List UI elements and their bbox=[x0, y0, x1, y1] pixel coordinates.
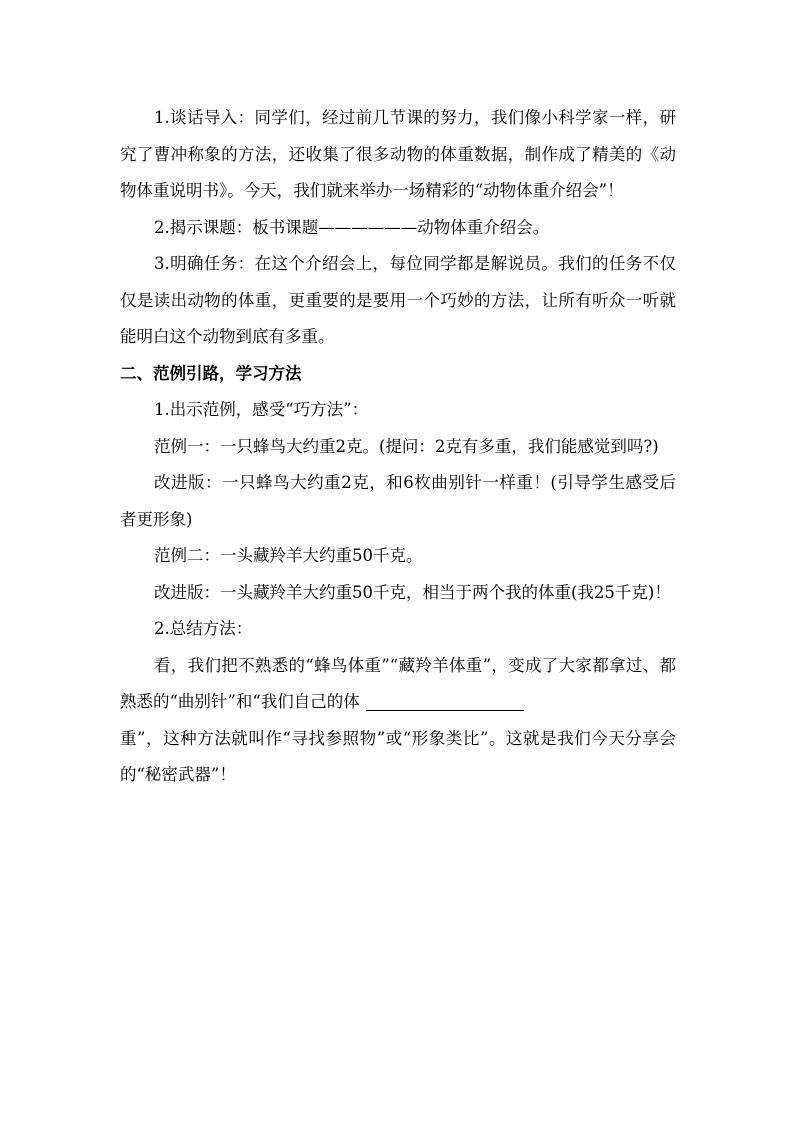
paragraph-intro: 1.谈话导入：同学们，经过前几节课的努力，我们像小科学家一样，研究了曹冲称象的方法，还收集了很多动物的体重数据，制作成了精美的《动物体重说明书》。今天，我们就来举办一场精彩的“动物体重介绍会”！ bbox=[120, 108, 676, 200]
paragraph-topic: 2.揭示课题：板书课题——————动物体重介绍会。 bbox=[154, 217, 550, 237]
section-heading-2: 二、范例引路，学习方法 bbox=[120, 363, 302, 383]
paragraph-summary bbox=[120, 648, 676, 794]
paragraph-improved-1: 改进版：一只蜂鸟大约重2克，和6枚曲别针一样重！(引导学生感受后者更形象) bbox=[120, 473, 676, 529]
summary-text-part-2: 重”，这种方法就叫作“寻找参照物”或“形象类比”。这就是我们今天分享会的“秘密武器”！ bbox=[120, 728, 676, 784]
paragraph-example-2: 范例二：一头藏羚羊大约重50千克。 bbox=[154, 546, 423, 565]
paragraph-improved-2: 改进版：一头藏羚羊大约重50千克，相当于两个我的体重(我25千克)！ bbox=[154, 582, 671, 602]
fill-in-blank-line bbox=[366, 690, 524, 711]
summary-text-part-1: 看，我们把不熟悉的“蜂鸟体重”“藏羚羊体重”，变成了大家都拿过、都熟悉的“曲别针”和“我们自己的体 bbox=[120, 655, 676, 711]
paragraph-summary-title: 2.总结方法： bbox=[154, 619, 253, 638]
document-body bbox=[120, 100, 676, 794]
paragraph-task: 3.明确任务：在这个介绍会上，每位同学都是解说员。我们的任务不仅仅是读出动物的体重，更重要的是要用一个巧妙的方法，让所有听众一听就能明白这个动物到底有多重。 bbox=[120, 254, 676, 346]
paragraph-example-1: 范例一：一只蜂鸟大约重2克。(提问：2克有多重，我们能感觉到吗?) bbox=[154, 436, 659, 456]
paragraph-show-example: 1.出示范例，感受“巧方法”： bbox=[154, 400, 369, 419]
